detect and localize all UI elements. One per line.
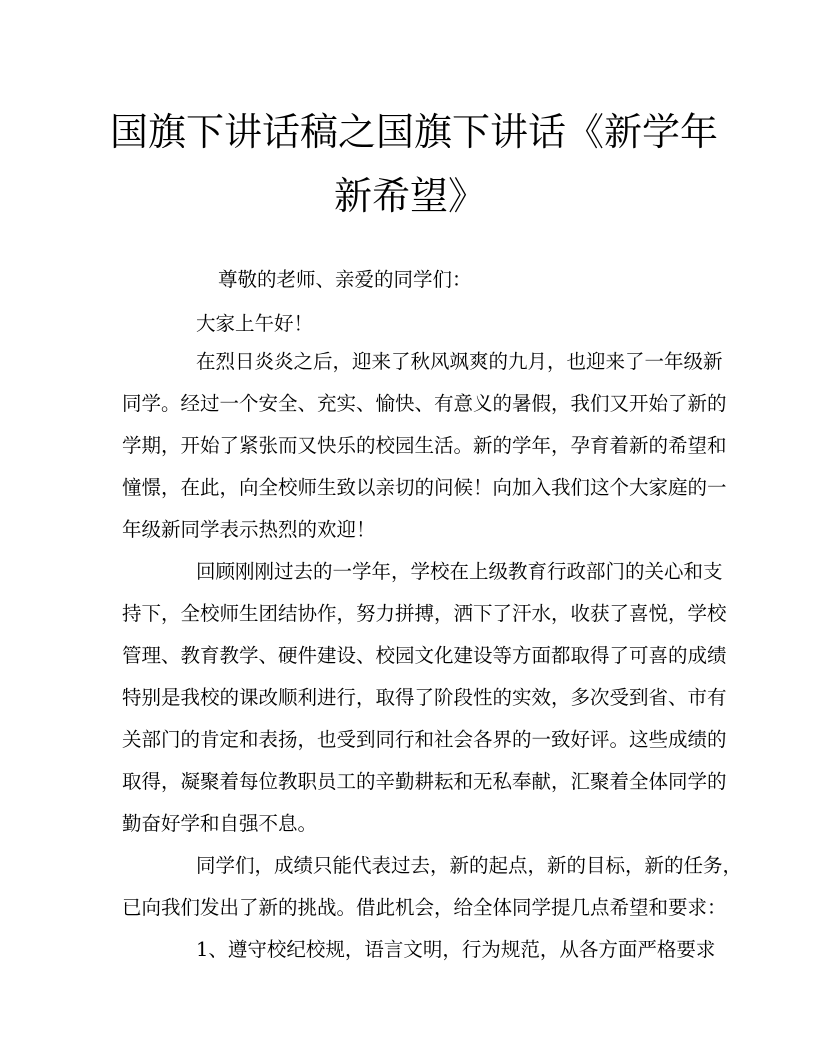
body-line: 取得，凝聚着每位教职员工的辛勤耕耘和无私奉献，汇聚着全体同学的 xyxy=(122,770,727,793)
body-line: 特别是我校的课改顺利进行，取得了阶段性的实效，多次受到省、市有 xyxy=(122,686,727,709)
body-line: 关部门的肯定和表扬，也受到同行和社会各界的一致好评。这些成绩的 xyxy=(122,728,727,751)
body-line: 管理、教育教学、硬件建设、校园文化建设等方面都取得了可喜的成绩 xyxy=(122,644,727,667)
greeting: 大家上午好！ xyxy=(196,312,314,335)
body-line: 同学。经过一个安全、充实、愉快、有意义的暑假，我们又开始了新的 xyxy=(122,392,727,415)
salutation: 尊敬的老师、亲爱的同学们： xyxy=(218,268,472,291)
body-line: 年级新同学表示热烈的欢迎！ xyxy=(122,518,376,541)
body-line: 回顾刚刚过去的一学年，学校在上级教育行政部门的关心和支 xyxy=(196,560,723,583)
body-line: 在烈日炎炎之后，迎来了秋风飒爽的九月，也迎来了一年级新 xyxy=(196,350,723,373)
body-line: 持下，全校师生团结协作，努力拼搏，洒下了汗水，收获了喜悦，学校 xyxy=(122,602,727,625)
document-title-line-1: 国旗下讲话稿之国旗下讲话《新学年 xyxy=(110,110,719,154)
body-line: 1、遵守校纪校规，语言文明，行为规范，从各方面严格要求 xyxy=(196,938,716,961)
body-line: 学期，开始了紧张而又快乐的校园生活。新的学年，孕育着新的希望和 xyxy=(122,434,727,457)
body-line: 勤奋好学和自强不息。 xyxy=(122,812,318,835)
body-line: 憧憬，在此，向全校师生致以亲切的问候！向加入我们这个大家庭的一 xyxy=(122,476,727,499)
document-title-line-2: 新希望》 xyxy=(333,174,486,218)
body-line: 同学们，成绩只能代表过去，新的起点，新的目标，新的任务， xyxy=(196,854,743,877)
body-line: 已向我们发出了新的挑战。借此机会，给全体同学提几点希望和要求： xyxy=(122,896,727,919)
